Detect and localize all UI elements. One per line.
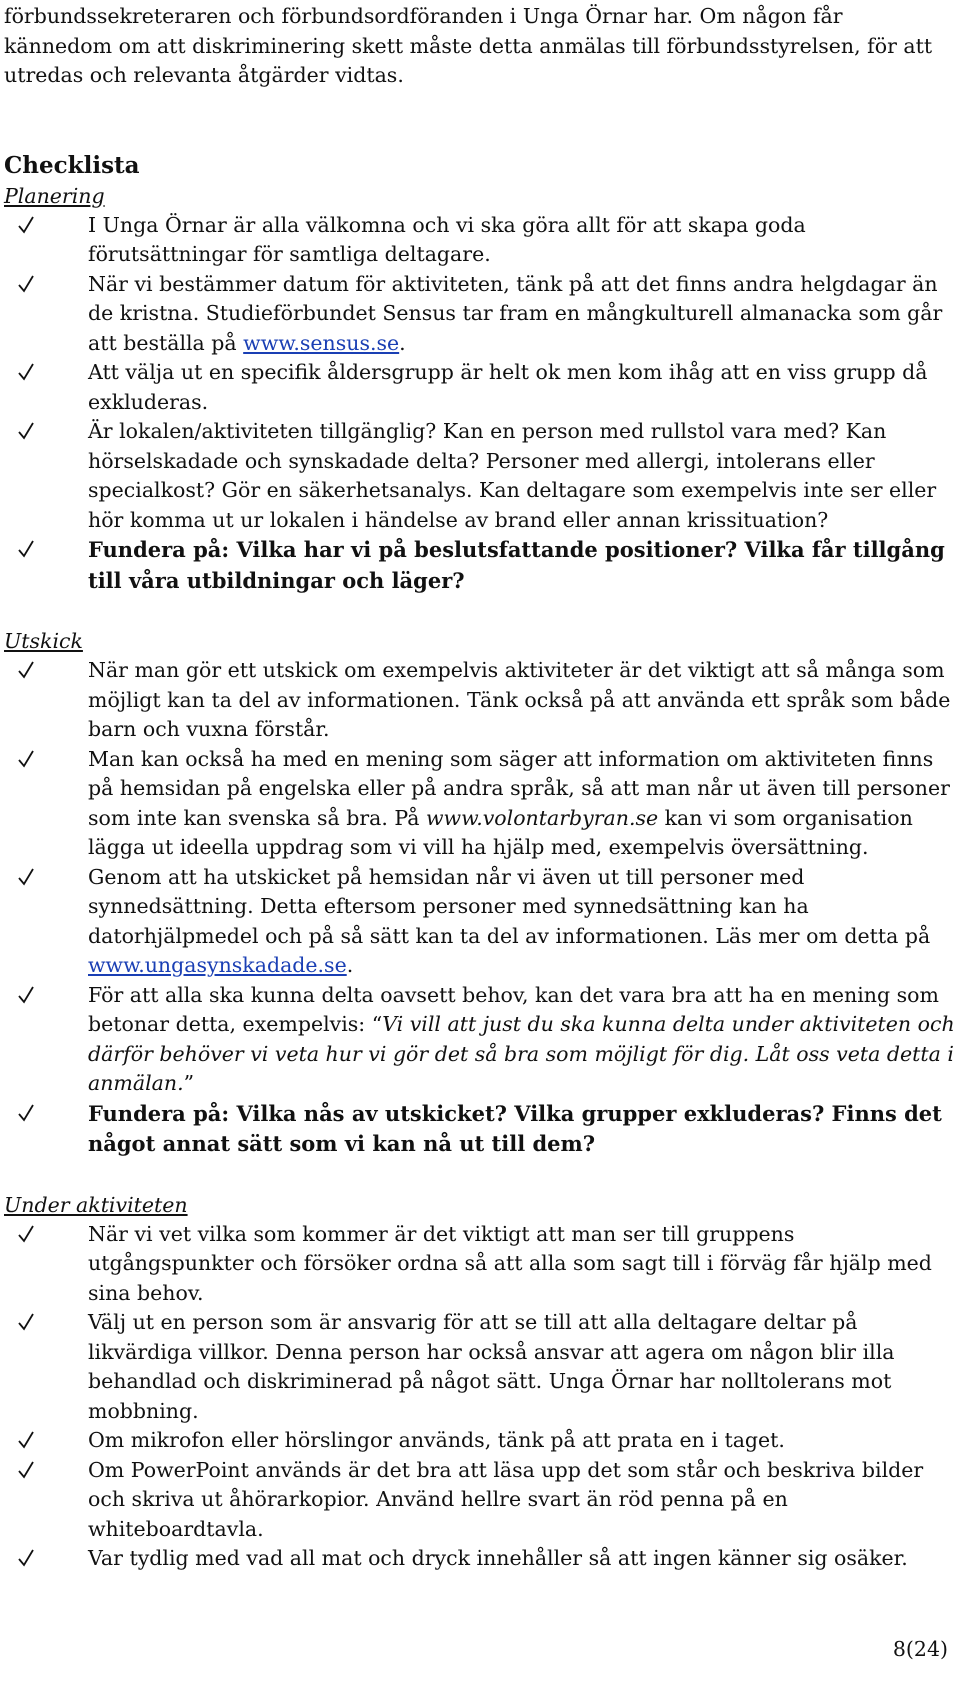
checkmark-icon — [16, 270, 36, 299]
item-text: Om PowerPoint används är det bra att läsa upp det som står och beskriva bilder och skriva ut åhörarkopior. Använd hellre svart än röd penna på en whiteboardtavla. — [88, 1457, 924, 1541]
item-text: Är lokalen/aktiviteten tillgänglig? Kan en person med rullstol vara med? Kan hörselskadade och synskadade delta? Personer med allergi, intolerans eller specialkost? Gör en säkerhetsanalys. Kan deltagare som exempelvis inte ser eller hör komma ut ur lokalen i händelse av brand eller annan krissituation? — [88, 419, 937, 532]
item-text-end: . — [399, 330, 406, 355]
section-heading-under-aktiviteten: Under aktiviteten — [4, 1192, 188, 1217]
item-text: Välj ut en person som är ansvarig för att se till att alla deltagare deltar på likvärdiga villkor. Denna person har också ansvar att agera om någon blir illa behandlad och diskriminerad på något sätt. Unga Örnar har nolltolerans mot mobbning. — [88, 1310, 895, 1423]
section-heading-planering: Planering — [4, 183, 105, 208]
item-text: Var tydlig med vad all mat och dryck innehåller så att ingen känner sig osäker. — [88, 1546, 908, 1570]
checkmark-icon — [16, 863, 36, 892]
list-item — [4, 1426, 956, 1456]
checklist-title: Checklista — [4, 151, 140, 179]
checkmark-icon — [16, 1456, 36, 1485]
checkmark-icon — [16, 1308, 36, 1337]
list-item — [4, 270, 956, 359]
utskick-list — [4, 656, 956, 1160]
document-page — [4, 0, 956, 1574]
checkmark-icon — [16, 211, 36, 240]
item-text: Att välja ut en specifik åldersgrupp är helt ok men kom ihåg att en viss grupp då exkluderas. — [88, 360, 928, 414]
list-item — [4, 417, 956, 535]
list-item — [4, 1220, 956, 1309]
checkmark-icon — [16, 1426, 36, 1455]
page-number: 8(24) — [892, 1637, 948, 1661]
planering-list — [4, 211, 956, 597]
item-text: När vi bestämmer datum för aktiviteten, tänk på att det finns andra helgdagar än de kristna. Studieförbundet Sensus tar fram en mångkulturell almanacka som går att beställa på — [88, 271, 943, 355]
list-item — [4, 1544, 956, 1574]
item-text-bold: Fundera på: Vilka nås av utskicket? Vilka grupper exkluderas? Finns det något annat sätt som vi kan nå ut till dem? — [88, 1100, 942, 1156]
volontarbyran-url: www.volontarbyran.se — [426, 805, 659, 830]
item-text: När man gör ett utskick om exempelvis aktiviteter är det viktigt att så många som möjligt kan ta del av informationen. Tänk också på att använda ett språk som både barn och vuxna förstår. — [88, 658, 951, 741]
checkmark-icon — [16, 656, 36, 685]
list-item — [4, 1308, 956, 1426]
item-text-end: . — [346, 953, 354, 977]
item-text-end: kan vi som organisation lägga ut ideella uppdrag som vi vill ha hjälp med, exempelvis översättning. — [88, 805, 913, 859]
checkmark-icon — [16, 981, 36, 1010]
item-text: För att alla ska kunna delta oavsett behov, kan det vara bra att ha en mening som betonar detta, exempelvis: “ — [88, 982, 939, 1036]
item-text-bold: Fundera på: Vilka har vi på beslutsfattande positioner? Vilka får tillgång till våra utbildningar och läger? — [88, 537, 945, 593]
checkmark-icon — [16, 1544, 36, 1573]
item-text: Om mikrofon eller hörslingor används, tänk på att prata en i taget. — [88, 1428, 785, 1452]
list-item — [4, 1099, 956, 1160]
sensus-link[interactable]: www.sensus.se — [243, 330, 400, 355]
list-item — [4, 211, 956, 270]
item-text: Man kan också ha med en mening som säger att information om aktiviteten finns på hemsidan på engelska eller på andra språk, så att man når ut även till personer som inte kan svenska så bra. På — [88, 746, 950, 830]
section-heading-utskick: Utskick — [4, 629, 83, 653]
checkmark-icon — [16, 1099, 36, 1128]
ungasynskadade-link[interactable]: www.ungasynskadade.se — [88, 953, 347, 977]
checkmark-icon — [16, 1220, 36, 1249]
checkmark-icon — [16, 535, 36, 564]
checkmark-icon — [16, 417, 36, 446]
list-item — [4, 981, 956, 1099]
item-text-quote: Vi vill att just du ska kunna delta under aktiviteten och därför behöver vi veta hur vi gör det så bra som möjligt för dig. Låt oss veta detta i anmälan. — [88, 1012, 955, 1095]
item-text: Genom att ha utskicket på hemsidan når vi även ut till personer med synnedsättning. Detta eftersom personer med synnedsättning kan ha datorhjälpmedel och på så sätt kan ta del av informationen. Läs mer om detta på — [88, 864, 931, 948]
item-text: I Unga Örnar är alla välkomna och vi ska göra allt för att skapa goda förutsättningar för samtliga deltagare. — [88, 212, 806, 266]
list-item — [4, 745, 956, 863]
list-item — [4, 1456, 956, 1545]
item-text-end: ” — [183, 1071, 195, 1095]
item-text: När vi vet vilka som kommer är det viktigt att man ser till gruppens utgångspunkter och försöker ordna så att alla som sagt till i förväg får hjälp med sina behov. — [88, 1221, 932, 1305]
list-item — [4, 535, 956, 596]
list-item — [4, 863, 956, 981]
intro-paragraph: förbundssekreteraren och förbundsordföranden i Unga Örnar har. Om någon får kännedom om att diskriminering skett måste detta anmälas till förbundsstyrelsen, för att utredas och relevanta åtgärder vidtas. — [4, 4, 933, 87]
list-item — [4, 358, 956, 417]
checkmark-icon — [16, 745, 36, 774]
list-item — [4, 656, 956, 745]
checkmark-icon — [16, 358, 36, 387]
under-aktiviteten-list — [4, 1220, 956, 1574]
